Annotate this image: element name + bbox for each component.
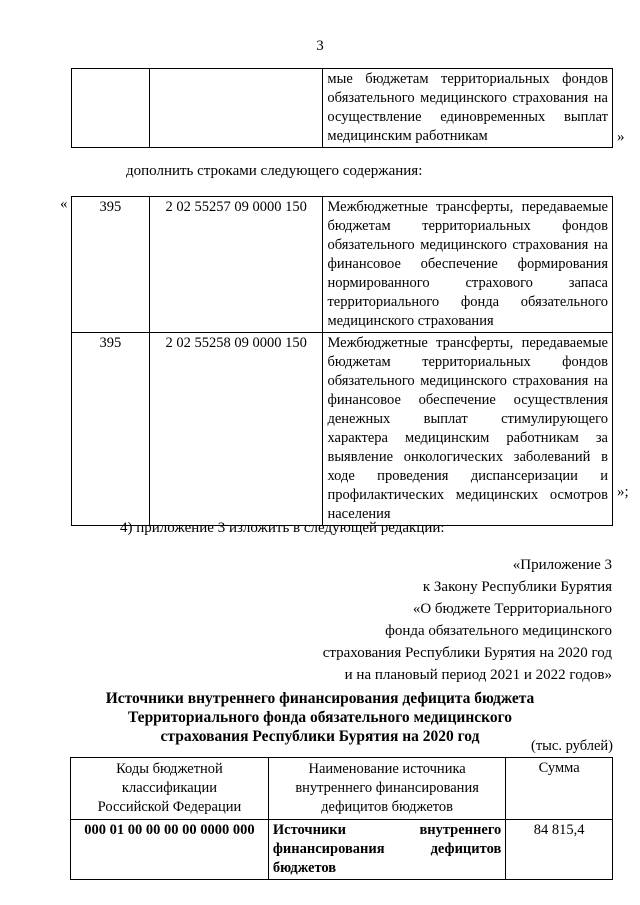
table-row [71, 820, 613, 880]
item-4-paragraph: 4) приложение 3 изложить в следующей редакции: [120, 520, 445, 536]
admin-code-cell [72, 69, 150, 148]
source-name-cell: Источники внутреннего финансирования дефицитов бюджетов [268, 820, 505, 880]
description-cell: Межбюджетные трансферты, передаваемые бюджетам территориальных фондов обязательного медицинского страхования на финансовое обеспечение формирования нормированного страхового запаса территориального фонда обязательного медицинского страхования [323, 197, 613, 333]
sources-table [70, 757, 613, 880]
title-line: страхования Республики Бурятия на 2020 год [160, 728, 480, 745]
units-label: (тыс. рублей) [531, 738, 613, 754]
table-row [72, 333, 613, 526]
appendix-header [212, 554, 612, 686]
description-cell: мые бюджетам территориальных фондов обязательного медицинского страхования на осуществление единовременных выплат медицинским работникам [323, 69, 613, 148]
table-header-row [71, 758, 613, 820]
opening-quote: « [60, 196, 68, 212]
source-code-cell: 000 01 00 00 00 00 0000 000 [71, 820, 269, 880]
continuation-table [71, 68, 613, 148]
closing-quote: »; [617, 484, 629, 500]
table-row [72, 197, 613, 333]
budget-code-cell [149, 69, 323, 148]
appendix-line: «Приложение 3 [512, 557, 612, 573]
admin-code-cell: 395 [72, 333, 150, 526]
inserted-rows-table [71, 196, 613, 526]
closing-quote: » [617, 129, 625, 145]
description-cell: Межбюджетные трансферты, передаваемые бюджетам территориальных фондов обязательного медицинского страхования на финансовое обеспечение осуществления денежных выплат стимулирующего характера медицинским работникам за выявление онкологических заболеваний в ходе проведения диспансеризации и профилактических медицинских осмотров населения [323, 333, 613, 526]
appendix-line: к Закону Республики Бурятия [422, 579, 612, 595]
header-codes: Коды бюджетной классификации Российской Федерации [71, 758, 269, 820]
budget-code-cell: 2 02 55257 09 0000 150 [149, 197, 323, 333]
appendix-line: и на плановый период 2021 и 2022 годов» [344, 667, 612, 683]
title-line: Территориального фонда обязательного медицинского [127, 709, 513, 726]
budget-code-cell: 2 02 55258 09 0000 150 [149, 333, 323, 526]
admin-code-cell: 395 [72, 197, 150, 333]
add-lines-paragraph: дополнить строками следующего содержания: [126, 163, 423, 179]
appendix-line: «О бюджете Территориального [412, 601, 612, 617]
appendix-line: страхования Республики Бурятия на 2020 год [322, 645, 612, 661]
table-row [72, 69, 613, 148]
header-sum: Сумма [506, 758, 613, 820]
page-number: 3 [316, 38, 324, 54]
title-line: Источники внутреннего финансирования дефицита бюджета [105, 690, 535, 707]
source-sum-cell: 84 815,4 [506, 820, 613, 880]
appendix-line: фонда обязательного медицинского [385, 623, 612, 639]
header-name: Наименование источника внутреннего финансирования дефицитов бюджетов [268, 758, 505, 820]
